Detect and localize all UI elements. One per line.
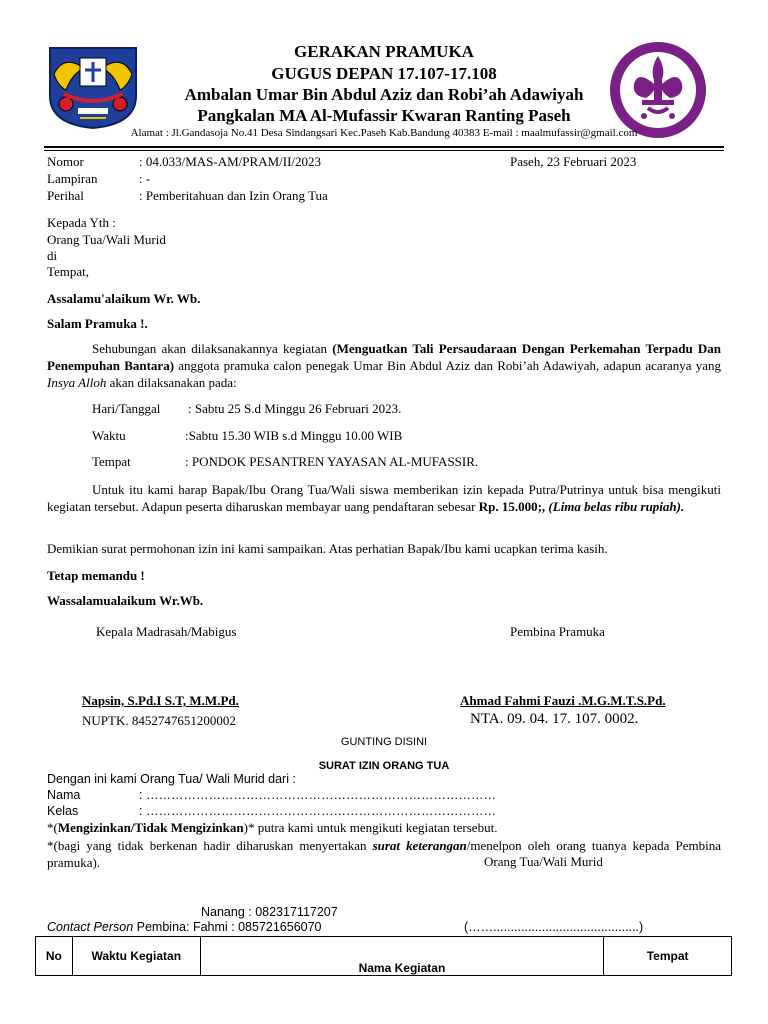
pangkalan-title: Pangkalan MA Al-Mufassir Kwaran Ranting Paseh xyxy=(197,106,571,125)
contact-pembina-label: Pembina: xyxy=(133,920,193,934)
signature-right-name: Ahmad Fahmi Fauzi .M.G.M.T.S.Pd. xyxy=(460,693,666,708)
slip-intro: Dengan ini kami Orang Tua/ Wali Murid dari : xyxy=(47,772,296,786)
header-rule-thin xyxy=(44,150,724,151)
waktu-label: Waktu xyxy=(92,428,126,443)
gugus-title: GUGUS DEPAN 17.107-17.108 xyxy=(271,64,497,83)
slip-nama-field: : ………………………………………………………………………… xyxy=(139,788,496,802)
org-title: GERAKAN PRAMUKA xyxy=(294,42,474,61)
slip-contact-nanang: Nanang : 082317117207 xyxy=(201,905,338,919)
recipient-tempat: Tempat, xyxy=(47,264,90,279)
signature-left-name: Napsin, S.Pd.I S.T, M.M.Pd. xyxy=(82,693,239,708)
consent-close: )* xyxy=(243,820,255,835)
p1-text-c: anggota pramuka calon penegak Umar Bin Abdul Aziz dan Robi’ah Adawiyah, adapun acaranya yang xyxy=(174,358,721,373)
slip-parent-signature-label: Orang Tua/Wali Murid xyxy=(484,854,603,869)
p1-activity-name: (Menguatkan Tali Persaudaraan Dengan Perkemahan Terpadu Dan Penempuhan Bantara) xyxy=(47,341,721,373)
slip-nama-label: Nama xyxy=(47,788,81,802)
recipient-name: Orang Tua/Wali Murid xyxy=(47,232,166,247)
slip-contact-label xyxy=(47,920,322,934)
note-surat-keterangan: surat keterangan xyxy=(372,838,467,853)
col-header-waktu: Waktu Kegiatan xyxy=(72,937,200,976)
header-rule-thick xyxy=(44,146,724,148)
signature-left-id: NUPTK. 8452747651200002 xyxy=(82,713,236,728)
paragraph-permission xyxy=(47,481,721,515)
col-header-nama: Nama Kegiatan xyxy=(200,937,604,976)
perihal-value: : Pemberitahuan dan Izin Orang Tua xyxy=(139,188,328,203)
paragraph-intro xyxy=(47,340,721,391)
tempat-label: Tempat xyxy=(92,454,131,469)
p2-text-a: Untuk itu kami harap Bapak/Ibu Orang Tua/Wali siswa memberikan izin kepada Putra/Putrinya untuk bisa mengikuti kegiatan tersebut. Adapun peserta diharuskan membayar uang pendaftaran sebesar xyxy=(47,482,721,514)
letter-date: Paseh, 23 Februari 2023 xyxy=(510,154,637,169)
cut-here-label: GUNTING DISINI xyxy=(340,736,428,748)
signature-right-id: NTA. 09. 04. 17. 107. 0002. xyxy=(470,711,639,727)
lampiran-label: Lampiran xyxy=(47,171,98,186)
waktu-value: :Sabtu 15.30 WIB s.d Minggu 10.00 WIB xyxy=(185,428,403,443)
nomor-value: : 04.033/MAS-AM/PRAM/II/2023 xyxy=(139,154,322,169)
table-header-row xyxy=(36,937,732,976)
hari-value: : Sabtu 25 S.d Minggu 26 Februari 2023. xyxy=(188,401,402,416)
p2-fee: Rp. 15.000;, xyxy=(478,499,546,514)
greeting-salam-pramuka: Salam Pramuka !. xyxy=(47,316,148,331)
lampiran-value: : - xyxy=(139,171,151,186)
consent-text: putra kami untuk mengikuti kegiatan tersebut. xyxy=(254,820,498,835)
note-text-c: /menelpon oleh orang tuanya kepada Pembina pramuka). xyxy=(47,838,721,870)
signature-right-title: Pembina Pramuka xyxy=(510,624,605,639)
address-line: Alamat : Jl.Gandasoja No.41 Desa Sindangsari Kec.Paseh Kab.Bandung 40383 E-mail : maalmufassir@gmail.com xyxy=(130,127,638,139)
activity-table xyxy=(35,936,732,976)
slip-consent xyxy=(47,820,497,836)
signature-left-title: Kepala Madrasah/Mabigus xyxy=(96,624,237,639)
p1-text-a: Sehubungan akan dilaksanakannya kegiatan xyxy=(92,341,333,356)
slip-signature-blank: (……..........................................) xyxy=(464,920,644,934)
closing-wassalam: Wassalamualaikum Wr.Wb. xyxy=(47,593,204,608)
hari-label: Hari/Tanggal xyxy=(92,401,161,416)
paragraph-closing: Demikian surat permohonan izin ini kami sampaikan. Atas perhatian Bapak/Ibu kami ucapkan terima kasih. xyxy=(47,541,608,556)
slip-kelas-field: : ………………………………………………………………………… xyxy=(139,804,496,818)
ambalan-title: Ambalan Umar Bin Abdul Aziz dan Robi’ah Adawiyah xyxy=(184,85,584,104)
consent-options: Mengizinkan/Tidak Mengizinkan xyxy=(57,820,244,835)
slip-kelas-label: Kelas xyxy=(47,804,79,818)
p1-insya-alloh: Insya Alloh xyxy=(47,375,107,390)
closing-tetap-memandu: Tetap memandu ! xyxy=(47,568,145,583)
col-header-tempat: Tempat xyxy=(604,937,732,976)
slip-contact-fahmi: Fahmi : 085721656070 xyxy=(192,920,322,934)
tempat-value: : PONDOK PESANTREN YAYASAN AL-MUFASSIR. xyxy=(185,454,479,469)
perihal-label: Perihal xyxy=(47,188,84,203)
note-text-a: *(bagi yang tidak berkenan hadir diharuskan menyertakan xyxy=(47,838,373,853)
recipient-di: di xyxy=(47,248,58,263)
nomor-label: Nomor xyxy=(47,154,84,169)
p1-text-e: akan dilaksanakan pada: xyxy=(106,375,237,390)
slip-note xyxy=(47,837,721,871)
p2-fee-words: (Lima belas ribu rupiah). xyxy=(548,499,685,514)
greeting-assalamu: Assalamu'alaikum Wr. Wb. xyxy=(47,291,201,306)
recipient-kepada: Kepada Yth : xyxy=(47,215,116,230)
consent-open: *( xyxy=(47,820,58,835)
slip-title: SURAT IZIN ORANG TUA xyxy=(318,760,450,772)
contact-person-label: Contact Person xyxy=(47,920,134,934)
col-header-no: No xyxy=(36,937,73,976)
